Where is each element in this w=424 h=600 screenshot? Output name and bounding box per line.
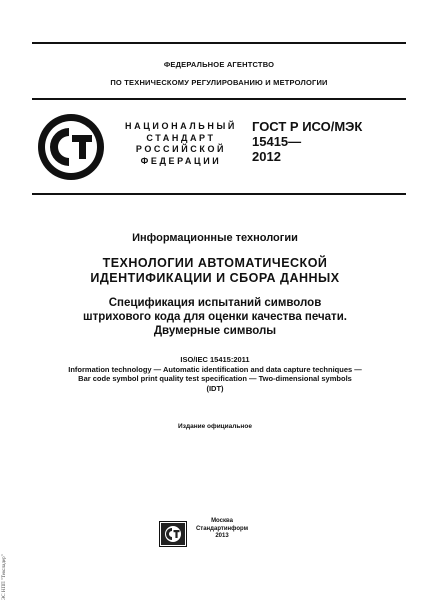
publisher-line: Стандартинформ — [195, 525, 249, 532]
series-title: Информационные технологии — [132, 232, 298, 244]
sub-title-line: Двумерные символы — [153, 325, 277, 337]
side-watermark — [1, 520, 11, 600]
publisher-info — [191, 518, 253, 541]
sub-title-line: штрихового кода для оценки качества печати. — [83, 311, 347, 323]
edition-label: Издание официальное — [178, 423, 252, 430]
top-rule — [32, 42, 406, 44]
standartinform-logo-icon — [159, 521, 187, 547]
designation-rule — [32, 193, 406, 195]
national-standard-line: НАЦИОНАЛЬНЫЙ — [125, 121, 237, 131]
publisher-line: Москва — [211, 518, 233, 524]
header-rule — [32, 98, 406, 100]
national-standard-line: СТАНДАРТ — [146, 132, 216, 143]
national-standard-label — [122, 121, 240, 167]
gost-line: ГОСТ Р ИСО/МЭК — [252, 119, 363, 134]
main-title-line: ИДЕНТИФИКАЦИИ И СБОРА ДАННЫХ — [90, 271, 340, 285]
publisher-line: 2013 — [215, 533, 229, 539]
iso-line: Bar code symbol print quality test specification — Two-dimensional symbols — [78, 374, 352, 383]
iso-line: Information technology — Automatic identification and data capture techniques — — [68, 364, 362, 374]
iso-line: (IDT) — [206, 383, 224, 393]
gost-line: 15415— — [252, 134, 302, 149]
iso-reference — [20, 355, 410, 393]
sub-title — [20, 296, 410, 338]
rst-certification-mark-icon — [36, 112, 106, 182]
national-standard-line: РОССИЙСКОЙ — [135, 144, 227, 154]
main-title-line: ТЕХНОЛОГИИ АВТОМАТИЧЕСКОЙ — [102, 256, 328, 270]
main-title — [20, 256, 410, 286]
gost-line: 2012 — [252, 149, 281, 164]
iso-line: ISO/IEC 15415:2011 — [180, 355, 250, 364]
gost-designation — [252, 119, 362, 164]
agency-name-line1: ФЕДЕРАЛЬНОЕ АГЕНТСТВО — [163, 60, 275, 69]
side-watermark-text: ЭС НПП "Тексладер" — [2, 554, 7, 600]
agency-name-line2: ПО ТЕХНИЧЕСКОМУ РЕГУЛИРОВАНИЮ И МЕТРОЛОГИИ — [110, 78, 328, 87]
sub-title-line: Спецификация испытаний символов — [108, 297, 322, 309]
national-standard-line: ФЕДЕРАЦИИ — [140, 155, 222, 166]
